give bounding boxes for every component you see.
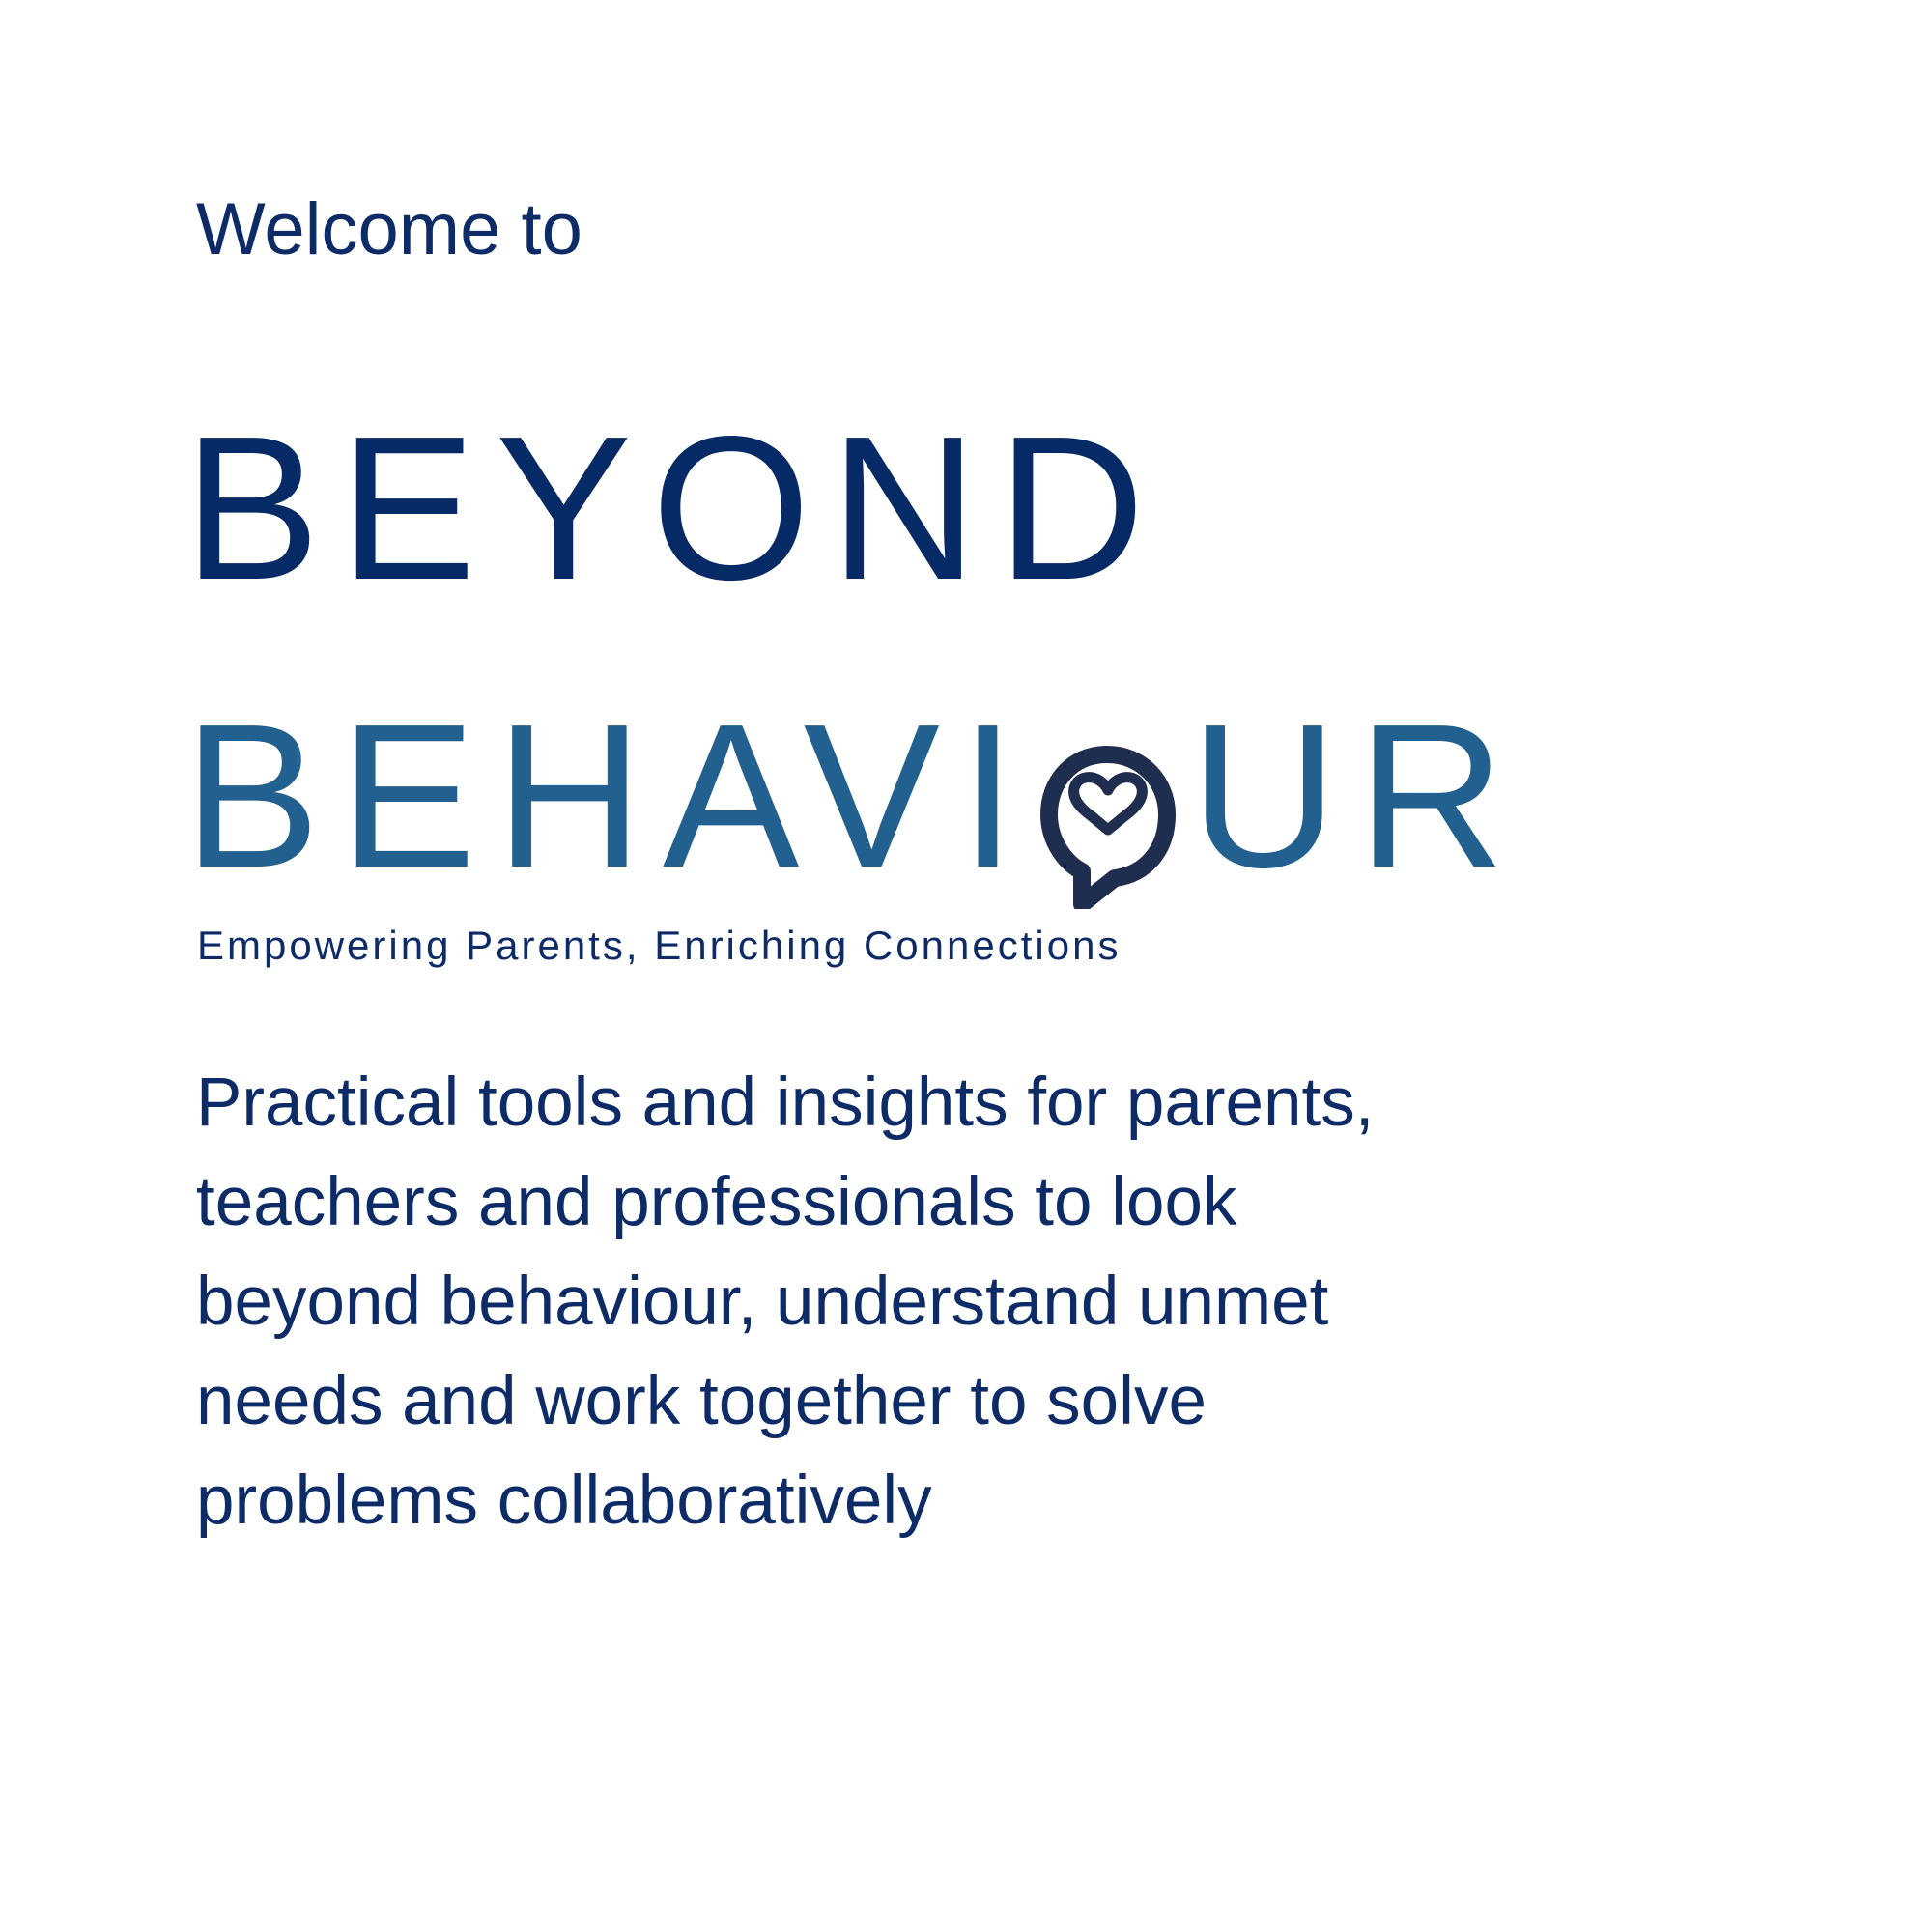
description-line: needs and work together to solve — [196, 1363, 1207, 1439]
logo-behaviour-suffix: UR — [1189, 681, 1525, 910]
description-line: teachers and professionals to look — [196, 1164, 1237, 1240]
welcome-heading: Welcome to — [196, 188, 582, 270]
description-line: beyond behaviour, understand unmet — [196, 1264, 1329, 1340]
logo-behaviour-prefix: BEHAVI — [184, 681, 1036, 910]
description-line: problems collaboratively — [196, 1463, 932, 1539]
description-line: Practical tools and insights for parents, — [196, 1065, 1375, 1141]
logo-behaviour — [184, 681, 1525, 910]
speech-bubble-heart-icon — [1036, 736, 1180, 900]
logo-beyond: BEYOND — [184, 393, 1165, 622]
tagline: Empowering Parents, Enriching Connections — [197, 923, 1122, 968]
description — [196, 1053, 1645, 1550]
